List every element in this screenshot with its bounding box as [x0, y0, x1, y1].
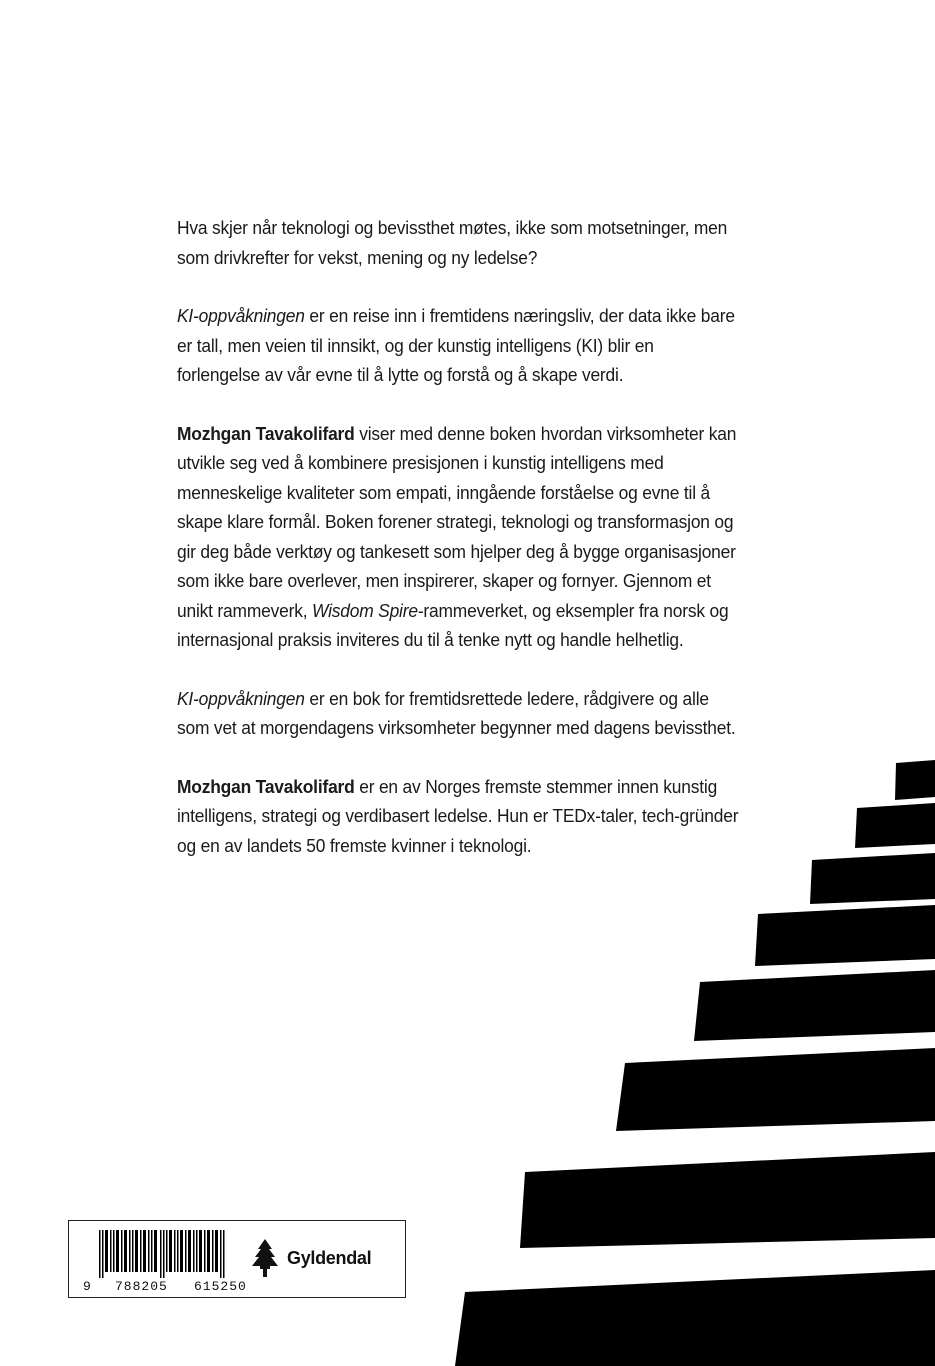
publisher-name: Gyldendal: [287, 1248, 372, 1268]
author-bio-paragraph: [177, 772, 741, 861]
author-bio-text: er en av Norges fremste stemmer innen kunstig intelligens, strategi og verdibasert ledelse. Hun er TEDx-taler, tech-gründer og en av landets 50 fremste kvinner i teknologi.: [177, 775, 739, 856]
stair-step-5: [694, 970, 935, 1041]
book-title-italic: KI-oppvåkningen: [177, 305, 305, 326]
stair-step-6: [616, 1048, 935, 1131]
publisher-logo: [249, 1237, 399, 1281]
tree-icon: [249, 1237, 281, 1281]
isbn-group-2: 615250: [194, 1279, 247, 1294]
author-name-bold: Mozhgan Tavakolifard: [177, 422, 355, 444]
book-description-paragraph: [177, 419, 741, 655]
book-summary-text: er en reise inn i fremtidens næringsliv, der data ikke bare er tall, men veien til innsikt, og der kunstig intelligens (KI) blir en forlengelse av vår evne til å lytte og forstå og å skape verdi.: [177, 305, 735, 385]
book-title-italic-2: KI-oppvåkningen: [177, 687, 305, 709]
framework-name-italic: Wisdom Spire: [311, 599, 418, 621]
audience-paragraph: [177, 684, 741, 743]
author-name-bold-2: Mozhgan Tavakolifard: [177, 775, 355, 797]
stair-step-2: [855, 803, 935, 848]
intro-paragraph: [177, 213, 741, 272]
stair-step-7: [520, 1152, 935, 1248]
intro-text: Hva skjer når teknologi og bevissthet møtes, ikke som motsetninger, men som drivkrefter for vekst, mening og ny ledelse?: [177, 217, 728, 268]
isbn-barcode: [99, 1230, 229, 1278]
stair-step-8: [455, 1270, 935, 1366]
isbn-group-1: 788205: [115, 1279, 168, 1294]
barcode-label: [68, 1220, 406, 1298]
stair-step-3: [810, 853, 935, 904]
back-cover-text: [177, 213, 741, 889]
stair-step-4: [755, 905, 935, 966]
stair-step-1: [895, 760, 935, 800]
audience-text: er en bok for fremtidsrettede ledere, rådgivere og alle som vet at morgendagens virksomheter begynner med dagens bevissthet.: [177, 687, 736, 738]
isbn-first-digit: 9: [83, 1279, 92, 1294]
book-summary-paragraph: [177, 301, 741, 390]
description-text-1: viser med denne boken hvordan virksomheter kan utvikle seg ved å kombinere presisjonen i kunstig intelligens med menneskelige kvaliteter som empati, inngående forståelse og evne til å skape klare formål. Boken forener strategi, teknologi og transformasjon og gir deg både verktøy og tankesett som hjelper deg å bygge organisasjoner som ikke bare overlever, men inspirerer, skaper og fornyer. Gjennom et unikt rammeverk,: [177, 422, 737, 621]
description-text-2: -rammeverket, og eksempler fra norsk og internasjonal praksis inviteres du til å tenke nytt og handle helhetlig.: [177, 599, 729, 650]
